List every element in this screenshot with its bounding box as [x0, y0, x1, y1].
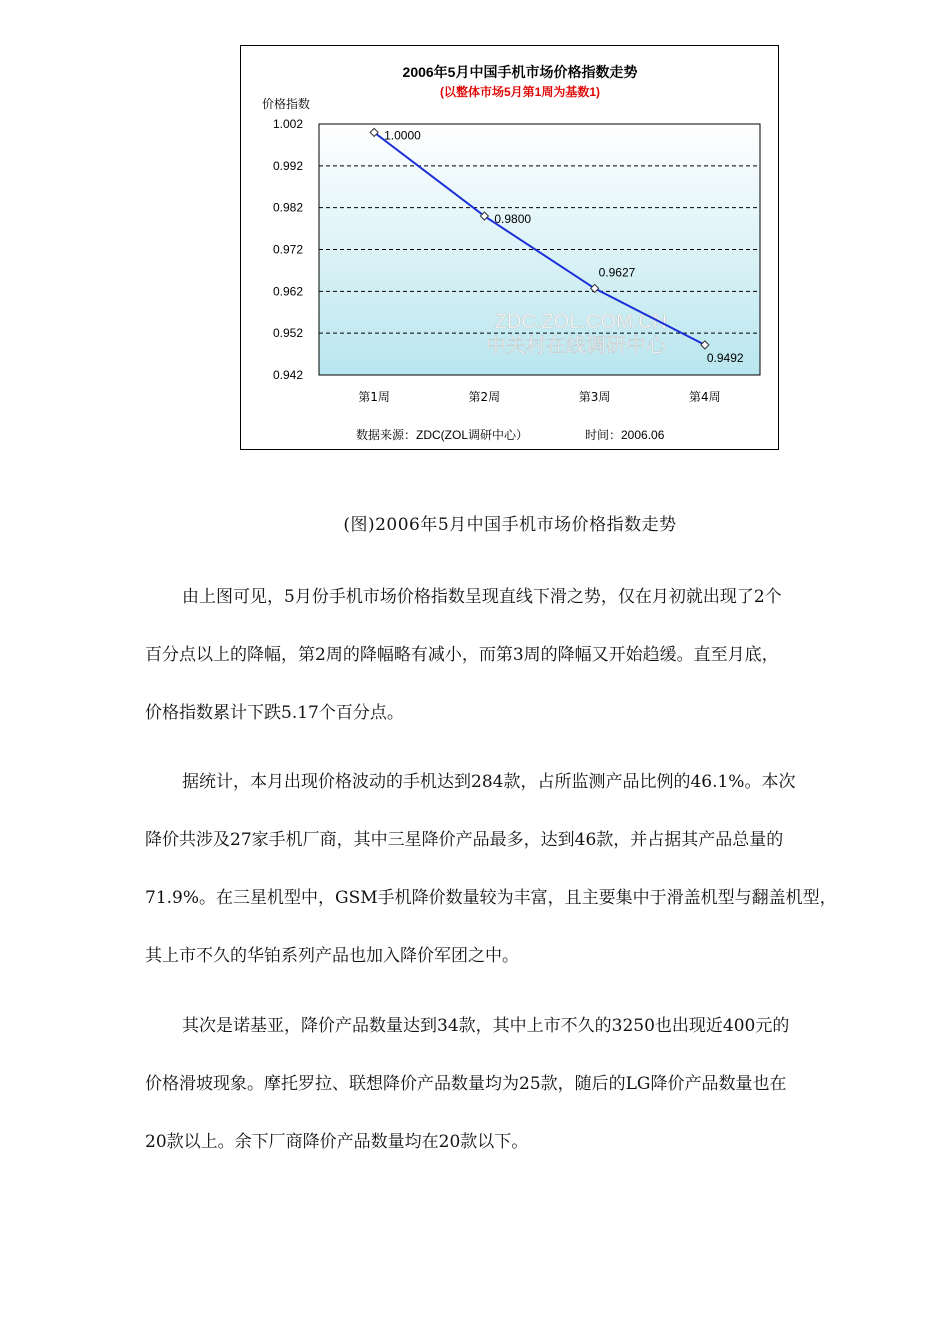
x-tick-label: 第1周	[358, 390, 390, 404]
paragraph-line: 71.9%。在三星机型中，GSM手机降价数量较为丰富，且主要集中于滑盖机型与翻盖机型，	[145, 888, 837, 908]
paragraph-line: 由上图可见，5月份手机市场价格指数呈现直线下滑之势，仅在月初就出现了2个	[182, 587, 782, 607]
paragraph-line: 20款以上。余下厂商降价产品数量均在20款以下。	[145, 1132, 529, 1152]
y-tick-label: 1.002	[272, 117, 303, 131]
x-tick-label: 第3周	[578, 390, 611, 404]
paragraph-2	[145, 753, 890, 985]
chart-source: 数据来源：ZDC(ZOL调研中心）	[356, 428, 528, 442]
paragraph-line: 其次是诺基亚，降价产品数量达到34款，其中上市不久的3250也出现近400元的	[182, 1016, 790, 1036]
paragraph-3	[145, 997, 890, 1171]
paragraph-line: 降价共涉及27家手机厂商，其中三星降价产品最多，达到46款，并占据其产品总量的	[145, 830, 784, 850]
y-tick-label: 0.972	[272, 242, 303, 257]
x-tick-labels	[358, 390, 720, 404]
paragraph-line: 据统计，本月出现价格波动的手机达到284款，占所监测产品比例的46.1%。本次	[182, 772, 796, 792]
x-tick-label: 第4周	[689, 390, 721, 404]
watermark-url: ZDC.ZOL.COM.CN	[494, 311, 668, 333]
paragraph-1	[145, 568, 890, 742]
figure-caption: (图)2006年5月中国手机市场价格指数走势	[343, 515, 677, 535]
y-tick-labels	[273, 117, 303, 382]
y-tick-label: 0.942	[272, 368, 303, 382]
chart-subtitle: (以整体市场5月第1周为基数1)	[439, 85, 601, 99]
paragraph-line: 其上市不久的华铂系列产品也加入降价军团之中。	[145, 946, 519, 966]
y-tick-label: 0.952	[272, 326, 303, 341]
data-label: 0.9800	[494, 212, 532, 227]
data-label: 1.0000	[384, 128, 421, 143]
chart-title: 2006年5月中国手机市场价格指数走势	[402, 64, 638, 80]
data-label: 0.9492	[706, 350, 744, 365]
chart-time: 时间：2006.06	[585, 428, 665, 442]
watermark-name: 中关村在线调研中心	[486, 333, 666, 357]
price-index-chart	[240, 45, 779, 450]
y-tick-label: 0.962	[272, 284, 303, 299]
y-axis-label: 价格指数	[261, 97, 311, 111]
paragraph-line: 百分点以上的降幅，第2周的降幅略有减小，而第3周的降幅又开始趋缓。直至月底，	[145, 645, 779, 665]
data-label: 0.9627	[598, 265, 636, 280]
paragraph-line: 价格滑坡现象。摩托罗拉、联想降价产品数量均为25款，随后的LG降价产品数量也在	[145, 1074, 787, 1094]
y-tick-label: 0.982	[272, 200, 303, 215]
y-tick-label: 0.992	[272, 158, 303, 173]
x-tick-label: 第2周	[468, 390, 501, 404]
chart-svg	[241, 46, 780, 451]
paragraph-line: 价格指数累计下跌5.17个百分点。	[145, 703, 404, 723]
